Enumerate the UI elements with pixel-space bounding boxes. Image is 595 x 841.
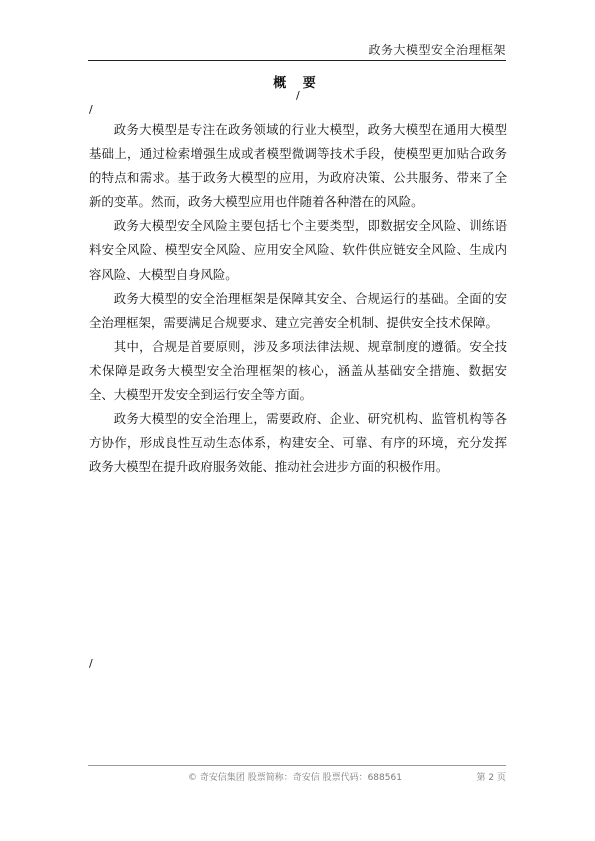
paragraph: 政务大模型是专注在政务领域的行业大模型，政务大模型在通用大模型基础上，通过检索增强生成或者模型微调等技术手段，使模型更加贴合政务的特点和需求。基于政务大模型的应用，为政府决策、公共服务、带来了全新的变革。然而，政务大模型应用也伴随着各种潜在的风险。 — [89, 122, 507, 210]
slash-mark-center: / — [296, 89, 300, 102]
slash-mark-top-left: / — [89, 103, 93, 116]
header-title: 政务大模型安全治理框架 — [368, 43, 506, 57]
paragraph: 政务大模型的安全治理框架是保障其安全、合规运行的基础。全面的安全治理框架，需要满足合规要求、建立完善安全机制、提供安全技术保障。 — [89, 290, 507, 330]
page-header — [88, 38, 506, 61]
document-heading: 概 要 — [273, 76, 322, 91]
paragraph: 政务大模型安全风险主要包括七个主要类型，即数据安全风险、训练语料安全风险、模型安全风险、应用安全风险、软件供应链安全风险、生成内容风险、大模型自身风险。 — [89, 218, 507, 282]
slash-mark-bottom-left: / — [89, 657, 93, 670]
paragraph: 其中，合规是首要原则，涉及多项法律法规、规章制度的遵循。安全技术保障是政务大模型安全治理框架的核心，涵盖从基础安全措施、数据安全、大模型开发安全到运行安全等方面。 — [89, 338, 507, 403]
page-number: 第 2 页 — [476, 773, 506, 783]
page-footer — [88, 765, 506, 786]
footer-copyright: © 奇安信集团 股票简称：奇安信 股票代码：688561 — [188, 773, 402, 783]
paragraph: 政务大模型的安全治理上，需要政府、企业、研究机构、监管机构等各方协作，形成良性互动生态体系，构建安全、可靠、有序的环境，充分发挥政务大模型在提升政府服务效能、推动社会进步方面的积极作用。 — [89, 411, 507, 475]
document-body — [89, 118, 507, 479]
